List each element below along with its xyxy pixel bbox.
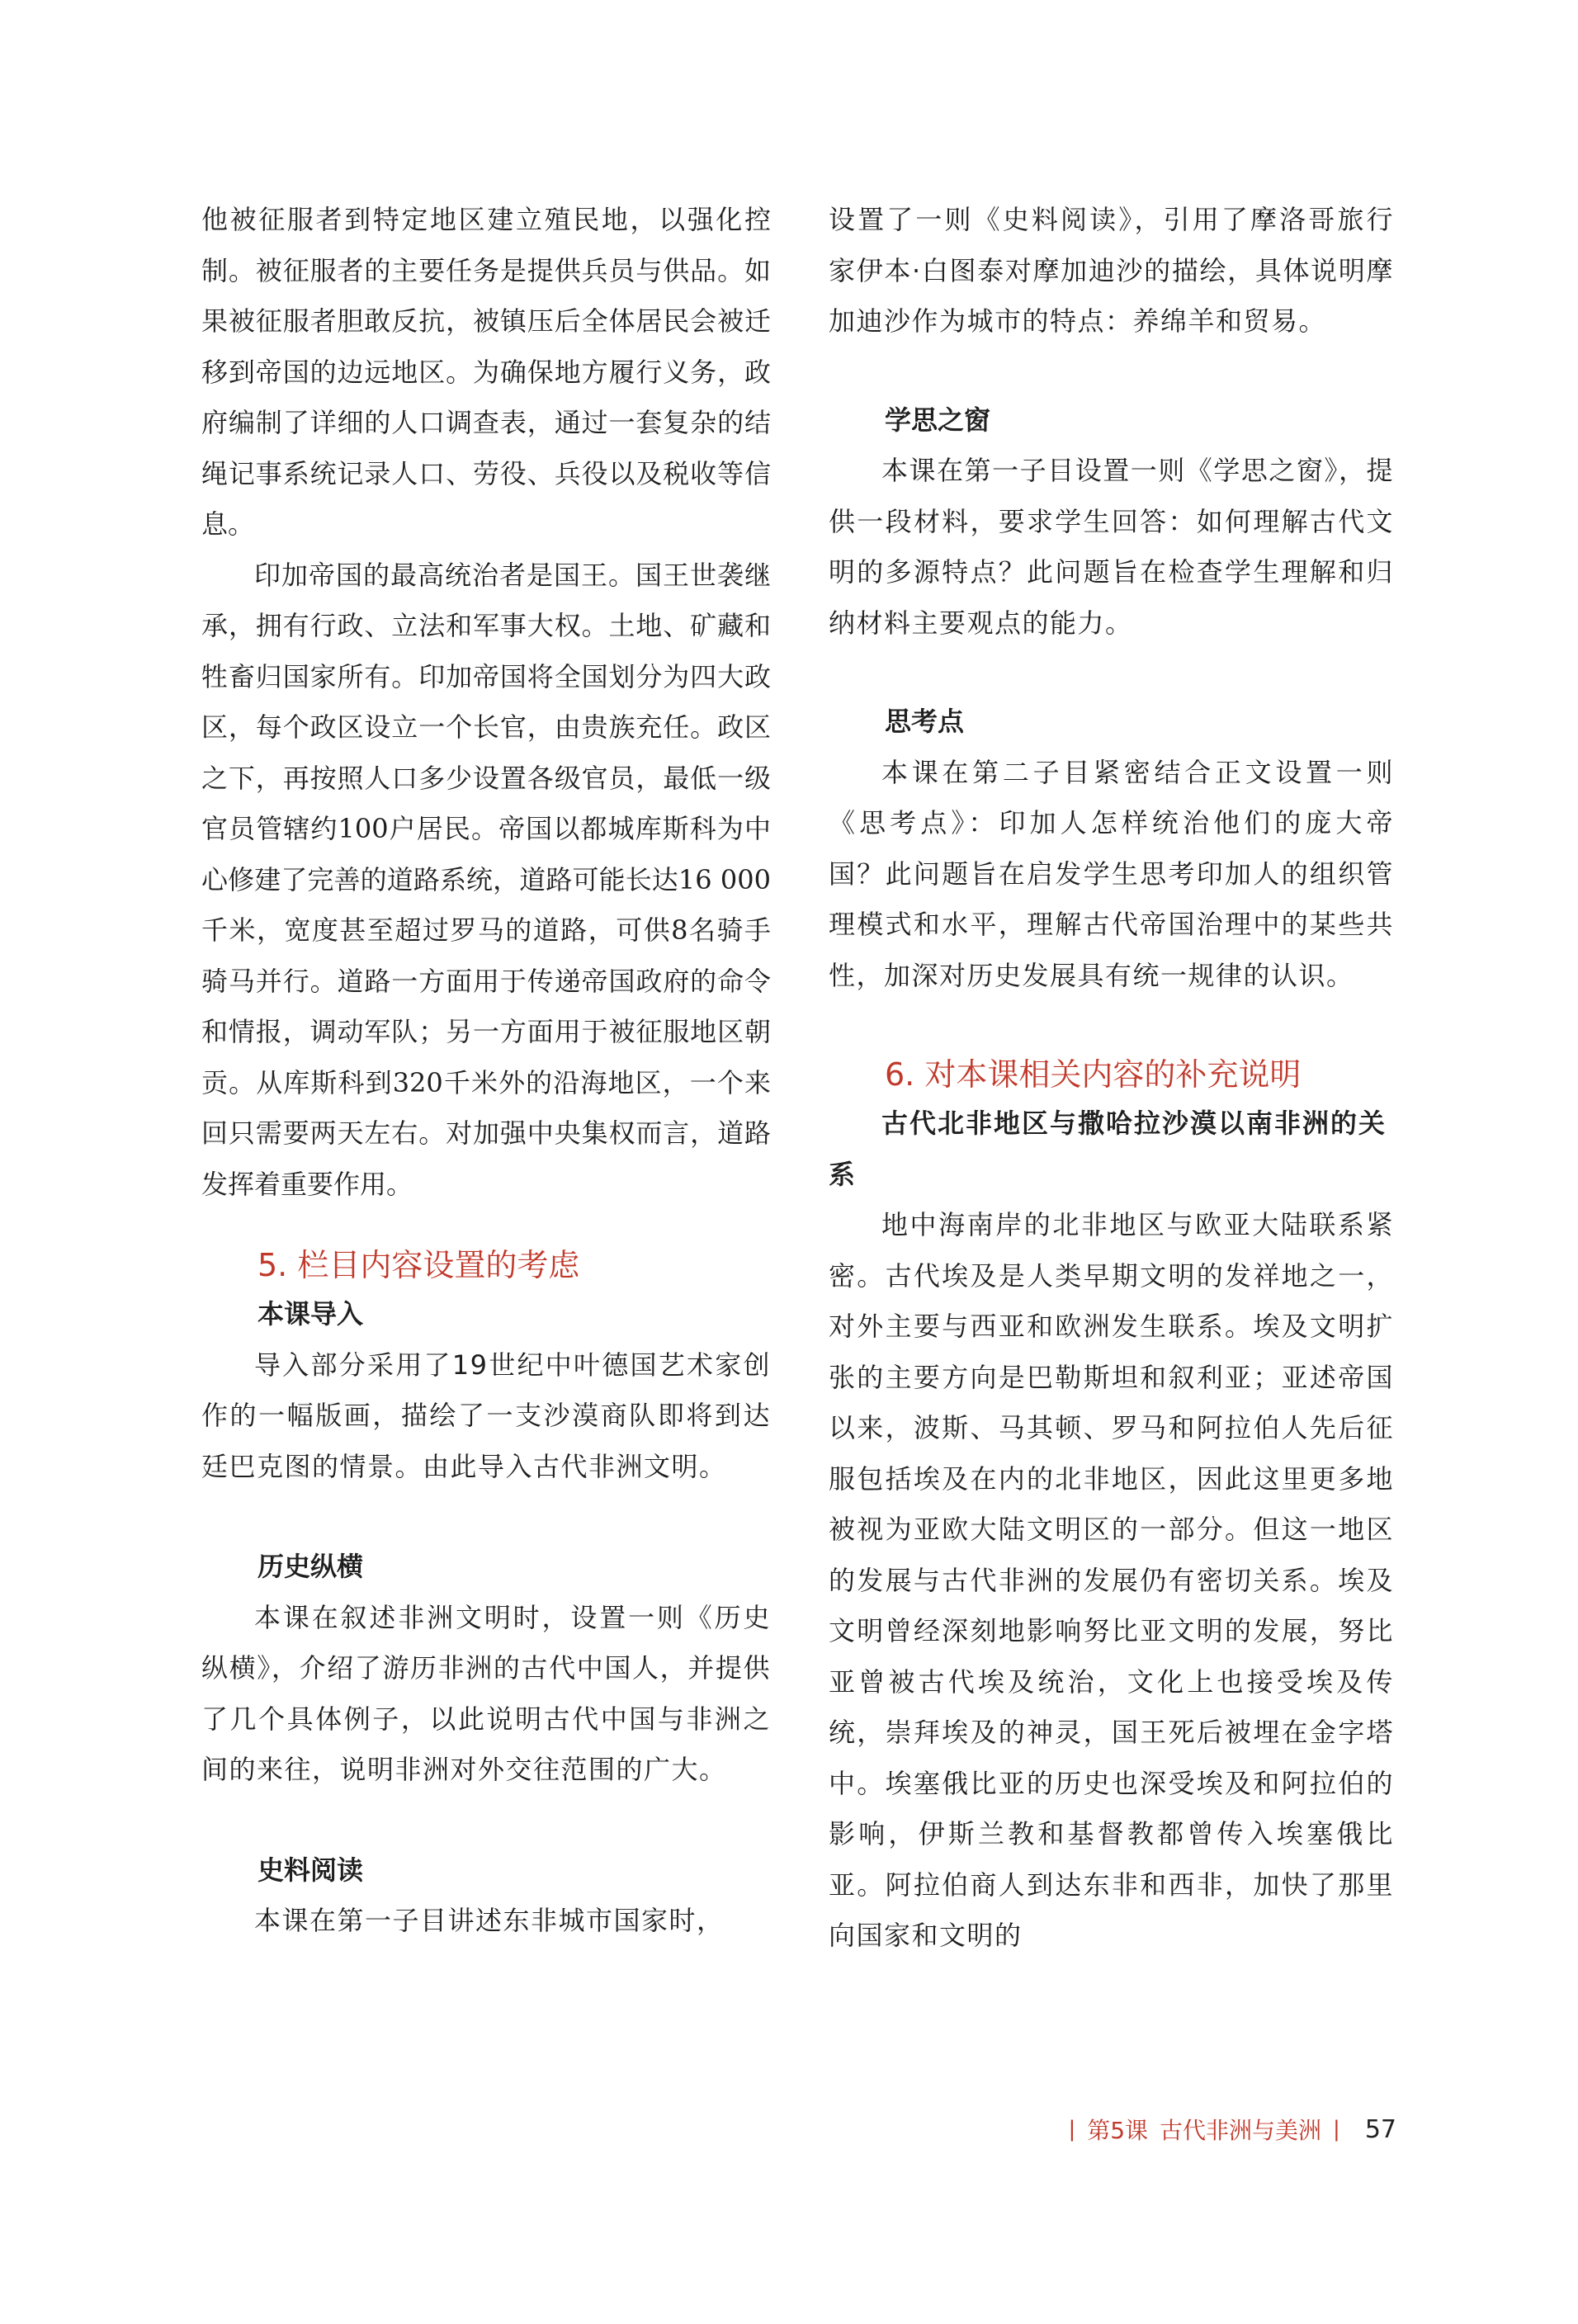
section-6-heading: 6. 对本课相关内容的补充说明 bbox=[885, 1056, 1302, 1093]
footer-divider-left: | bbox=[1068, 2117, 1076, 2142]
right-column bbox=[829, 195, 1394, 1962]
section-5-heading: 5. 栏目内容设置的考虑 bbox=[257, 1247, 580, 1283]
footer-divider-right: | bbox=[1333, 2117, 1340, 2142]
footer-lesson: 第5课 bbox=[1087, 2117, 1149, 2144]
reading-heading: 史料阅读 bbox=[257, 1854, 364, 1886]
think-paragraph: 本课在第二子目紧密结合正文设置一则《思考点》：印加人怎样统治他们的庞大帝国？此问题旨在启发学生思考印加人的组织管理模式和水平，理解古代帝国治理中的某些共性，加深对历史发展具有统一规律的认识。 bbox=[829, 756, 1394, 991]
reading-paragraph-start: 本课在第一子目讲述东非城市国家时， bbox=[254, 1905, 725, 1936]
topic-paragraph: 地中海南岸的北非地区与欧亚大陆联系紧密。古代埃及是人类早期文明的发祥地之一，对外主要与西亚和欧洲发生联系。埃及文明扩张的主要方向是巴勒斯坦和叙利亚；亚述帝国以来，波斯、马其顿、罗马和阿拉伯人先后征服包括埃及在内的北非地区，因此这里更多地被视为亚欧大陆文明区的一部分。但这一地区的发展与古代非洲的发展仍有密切关系。埃及文明曾经深刻地影响努比亚文明的发展，努比亚曾被古代埃及统治，文化上也接受埃及传统，崇拜埃及的神灵，国王死后被埋在金字塔中。埃塞俄比亚的历史也深受埃及和阿拉伯的影响，伊斯兰教和基督教都曾传入埃塞俄比亚。阿拉伯商人到达东非和西非，加快了那里向国家和文明的 bbox=[829, 1209, 1394, 1951]
think-heading: 思考点 bbox=[885, 706, 965, 737]
reading-paragraph-continued: 设置了一则《史料阅读》，引用了摩洛哥旅行家伊本·白图泰对摩加迪沙的描绘，具体说明摩加迪沙作为城市的特点：养绵羊和贸易。 bbox=[829, 204, 1394, 337]
history-paragraph: 本课在叙述非洲文明时，设置一则《历史纵横》，介绍了游历非洲的古代中国人，并提供了几个具体例子，以此说明古代中国与非洲之间的来往，说明非洲对外交往范围的广大。 bbox=[201, 1601, 771, 1785]
intro-heading: 本课导入 bbox=[257, 1298, 364, 1330]
history-heading: 历史纵横 bbox=[257, 1551, 364, 1582]
page-number: 57 bbox=[1364, 2114, 1396, 2144]
paragraph-inca-government: 印加帝国的最高统治者是国王。国王世袭继承，拥有行政、立法和军事大权。土地、矿藏和牲畜归国家所有。印加帝国将全国划分为四大政区，每个政区设立一个长官，由贵族充任。政区之下，再按照人口多少设置各级官员，最低一级官员管辖约100户居民。帝国以都城库斯科为中心修建了完善的道路系统，道路可能长达16 000千米，宽度甚至超过罗马的道路，可供8名骑手骑马并行。道路一方面用于传递帝国政府的命令和情报，调动军队；另一方面用于被征服地区朝贡。从库斯科到320千米外的沿海地区，一个来回只需要两天左右。对加强中央集权而言，道路发挥着重要作用。 bbox=[201, 559, 771, 1200]
footer-lesson-title: 古代非洲与美洲 bbox=[1160, 2117, 1322, 2144]
window-paragraph: 本课在第一子目设置一则《学思之窗》，提供一段材料，要求学生回答：如何理解古代文明的多源特点？此问题旨在检查学生理解和归纳材料主要观点的能力。 bbox=[829, 455, 1394, 639]
page-footer bbox=[1068, 2113, 1396, 2146]
paragraph-inca-conquest: 他被征服者到特定地区建立殖民地，以强化控制。被征服者的主要任务是提供兵员与供品。如果被征服者胆敢反抗，被镇压后全体居民会被迁移到帝国的边远地区。为确保地方履行义务，政府编制了详细的人口调查表，通过一套复杂的结绳记事系统记录人口、劳役、兵役以及税收等信息。 bbox=[201, 204, 771, 540]
topic-title: 古代北非地区与撒哈拉沙漠以南非洲的关系 bbox=[829, 1108, 1387, 1190]
intro-paragraph: 导入部分采用了19世纪中叶德国艺术家创作的一幅版画，描绘了一支沙漠商队即将到达廷巴克图的情景。由此导入古代非洲文明。 bbox=[201, 1349, 771, 1482]
window-heading: 学思之窗 bbox=[885, 404, 991, 436]
left-column bbox=[201, 195, 771, 1947]
